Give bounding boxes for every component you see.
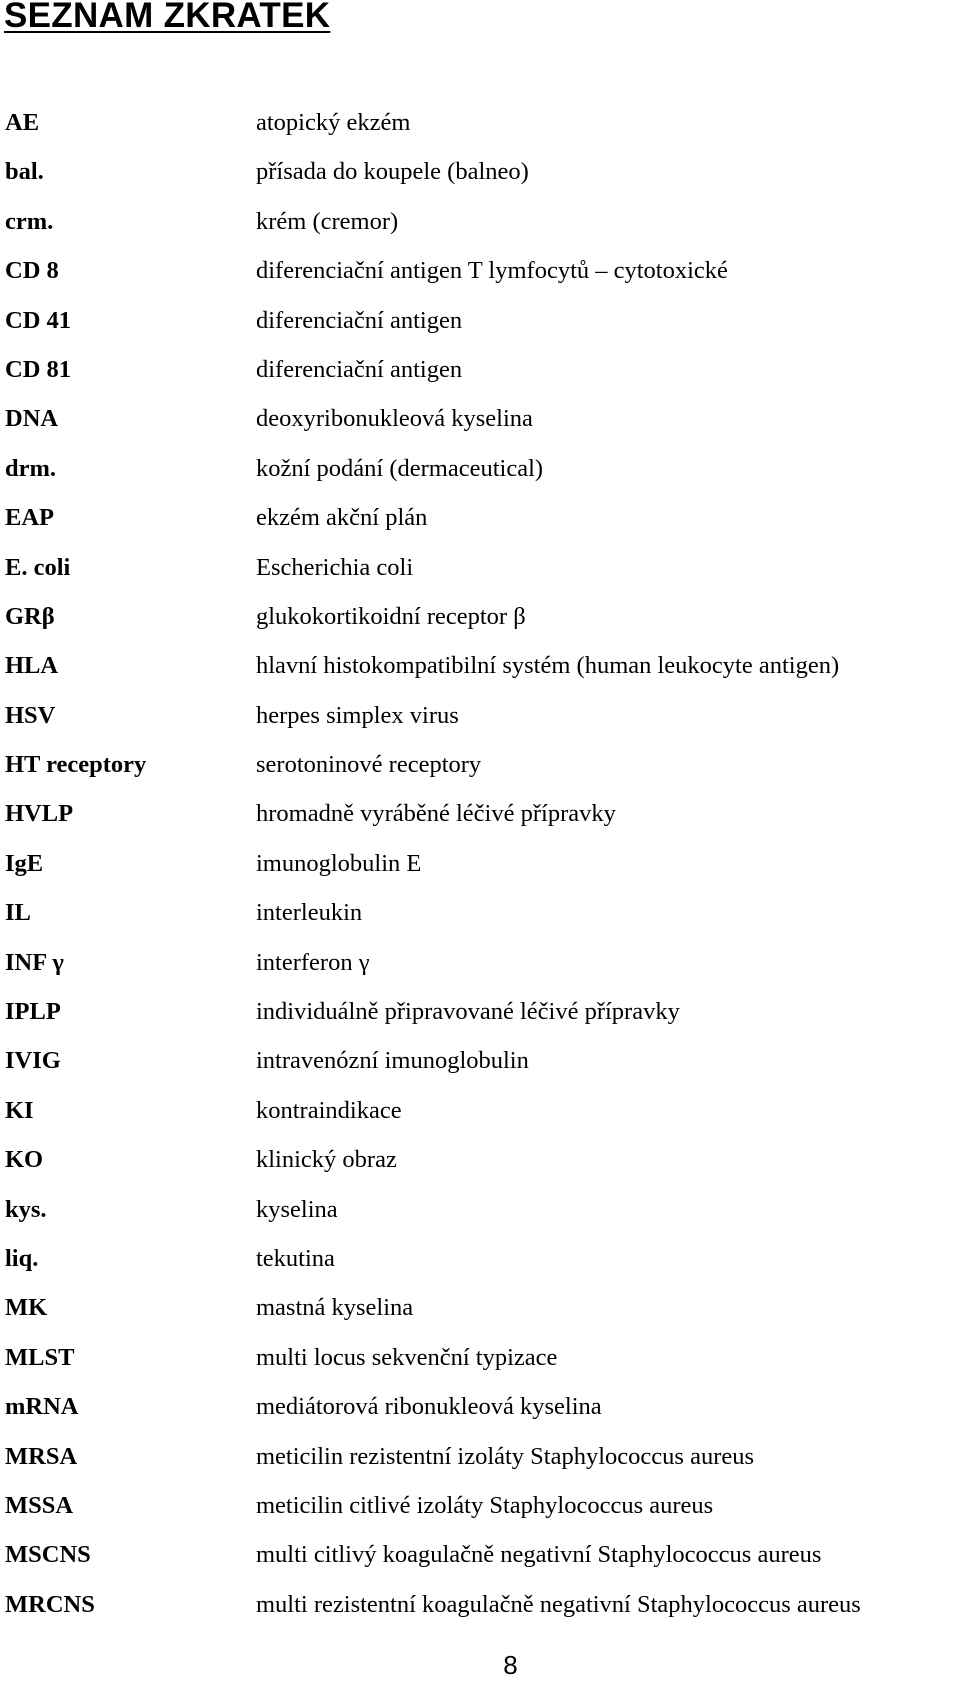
abbreviation-definition: multi citlivý koagulačně negativní Staphylococcus aureus [256,1541,822,1569]
abbreviation-definition: kožní podání (dermaceutical) [256,454,544,482]
abbreviation-definition: hromadně vyráběné léčivé přípravky [256,800,616,828]
abbreviation-definition: mastná kyselina [256,1294,414,1322]
abbreviation-term: KO [5,1146,44,1174]
abbreviation-term: IL [5,899,31,927]
abbreviation-term: IgE [5,849,44,877]
abbreviation-definition: kontraindikace [256,1096,402,1124]
abbreviation-definition: deoxyribonukleová kyselina [256,405,533,433]
abbreviation-definition: tekutina [256,1244,335,1272]
abbreviation-entry [0,503,960,552]
abbreviation-term: HVLP [5,800,74,828]
abbreviation-entry [0,355,960,404]
abbreviation-term: AE [5,109,40,136]
abbreviation-definition: přísada do koupele (balneo) [256,158,529,186]
abbreviation-term: IPLP [5,998,61,1026]
abbreviation-entry [0,1540,960,1589]
abbreviation-term: KI [5,1096,34,1124]
abbreviation-term: IVIG [5,1047,61,1075]
abbreviation-definition: multi locus sekvenční typizace [256,1343,558,1371]
abbreviation-definition: ekzém akční plán [256,504,428,532]
abbreviation-entry [0,701,960,750]
abbreviation-term: drm. [5,454,57,482]
abbreviation-definition: meticilin citlivé izoláty Staphylococcus aureus [256,1491,714,1519]
abbreviation-entry [0,1343,960,1392]
abbreviation-entry [0,1590,960,1639]
abbreviation-entry [0,1392,960,1441]
abbreviation-term: MRSA [5,1442,78,1470]
abbreviation-term: HLA [5,652,59,680]
abbreviation-definition: diferenciační antigen [256,355,463,383]
abbreviation-definition: krém (cremor) [256,207,399,235]
abbreviation-entry [0,404,960,453]
abbreviation-entry [0,157,960,206]
abbreviation-definition: atopický ekzém [256,109,411,136]
abbreviation-definition: diferenciační antigen [256,306,463,334]
abbreviation-term: HT receptory [5,751,147,779]
abbreviation-entry [0,898,960,947]
abbreviation-entry [0,1145,960,1194]
abbreviation-term: MLST [5,1343,75,1371]
abbreviation-entry [0,948,960,997]
abbreviation-definition: multi rezistentní koagulačně negativní Staphylococcus aureus [256,1590,861,1618]
abbreviation-entry [0,1195,960,1244]
abbreviation-term: EAP [5,504,54,532]
abbreviation-entry [0,849,960,898]
abbreviation-entry [0,602,960,651]
abbreviation-entry [0,651,960,700]
abbreviation-term: MSSA [5,1491,74,1519]
abbreviation-entry [0,306,960,355]
abbreviation-entry [0,1293,960,1342]
abbreviation-entry [0,1491,960,1540]
abbreviation-definition: serotoninové receptory [256,751,482,779]
abbreviation-term: CD 81 [5,355,72,383]
abbreviation-term: bal. [5,158,44,186]
abbreviation-term: MRCNS [5,1590,95,1618]
abbreviation-definition: individuálně připravované léčivé přípravky [256,998,680,1026]
abbreviation-definition: meticilin rezistentní izoláty Staphylococcus aureus [256,1442,755,1470]
abbreviation-entry [0,256,960,305]
abbreviation-definition: hlavní histokompatibilní systém (human leukocyte antigen) [256,652,840,680]
abbreviation-term: MSCNS [5,1541,91,1569]
page-number: 8 [503,1650,518,1680]
abbreviation-entry [0,1442,960,1491]
abbreviation-term: E. coli [5,553,71,581]
abbreviation-term: HSV [5,701,56,729]
abbreviation-definition: glukokortikoidní receptor β [256,602,526,630]
abbreviation-entry [0,799,960,848]
abbreviation-term: CD 41 [5,306,72,334]
abbreviation-definition: herpes simplex virus [256,701,459,729]
abbreviation-definition: interleukin [256,899,363,927]
abbreviation-entry [0,454,960,503]
abbreviation-entry [0,750,960,799]
abbreviation-entry [0,108,960,157]
abbreviation-entry [0,1244,960,1293]
abbreviation-list [0,108,960,1639]
abbreviation-term: GRβ [5,602,55,630]
abbreviation-entry [0,1096,960,1145]
abbreviation-definition: interferon γ [256,948,370,976]
abbreviation-entry [0,553,960,602]
abbreviation-term: kys. [5,1195,47,1223]
abbreviation-term: DNA [5,405,59,433]
abbreviation-term: MK [5,1294,48,1322]
abbreviation-definition: imunoglobulin E [256,849,422,877]
abbreviation-entry [0,207,960,256]
abbreviation-entry [0,1046,960,1095]
abbreviation-definition: intravenózní imunoglobulin [256,1047,529,1075]
abbreviation-term: liq. [5,1244,39,1272]
abbreviation-definition: diferenciační antigen T lymfocytů – cytotoxické [256,257,728,285]
abbreviation-definition: Escherichia coli [256,553,414,581]
abbreviation-term: INF γ [5,948,64,976]
abbreviation-term: mRNA [5,1393,79,1421]
abbreviation-definition: kyselina [256,1195,338,1223]
abbreviation-entry [0,997,960,1046]
abbreviation-term: CD 8 [5,257,59,285]
abbreviation-definition: mediátorová ribonukleová kyselina [256,1393,602,1421]
abbreviation-term: crm. [5,207,54,235]
page-title: SEZNAM ZKRATEK [4,0,331,35]
abbreviation-definition: klinický obraz [256,1146,397,1174]
